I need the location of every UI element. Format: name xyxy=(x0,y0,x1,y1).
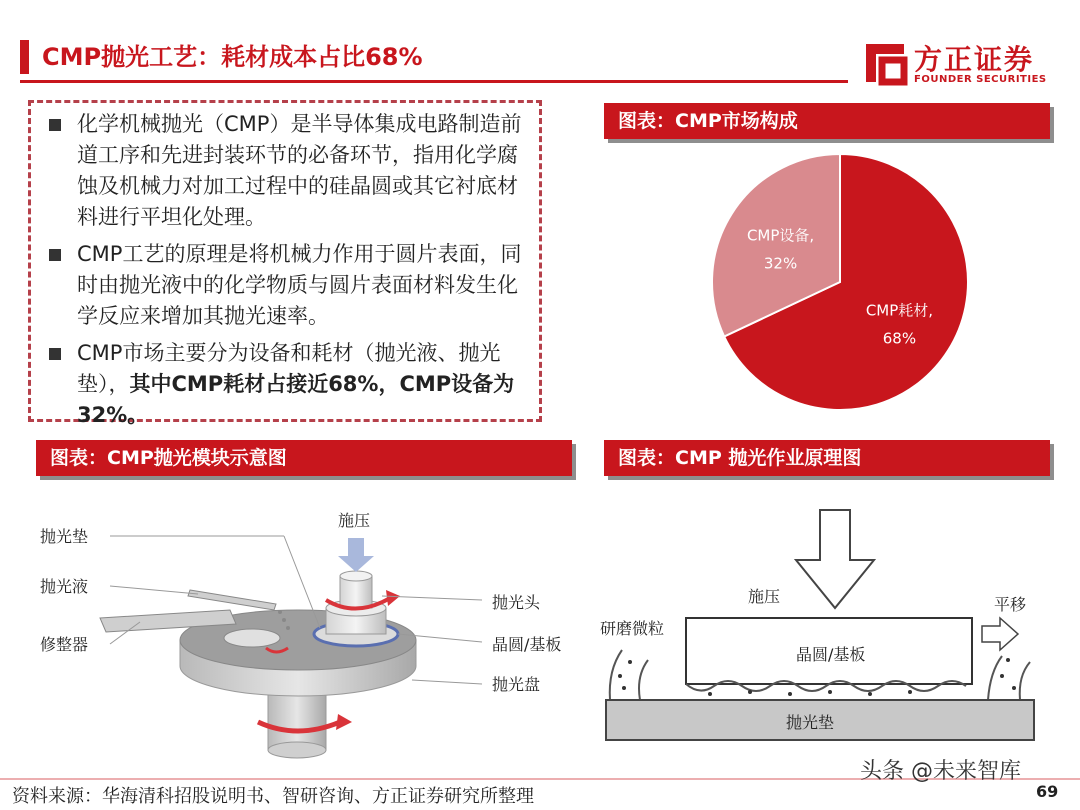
bullet-text: CMP市场主要分为设备和耗材（抛光液、抛光垫）， xyxy=(77,341,501,396)
watermark-text: 头条 @未来智库 xyxy=(860,759,1021,784)
principle-diagram-header: 图表：CMP 抛光作业原理图 xyxy=(604,440,1050,476)
label-wafer-substrate: 晶圆/基板 xyxy=(796,645,866,664)
label-pressure: 施压 xyxy=(748,587,781,606)
slurry-nozzle xyxy=(188,590,276,610)
page-title: CMP抛光工艺：耗材成本占比68% xyxy=(42,43,423,71)
slurry-drop xyxy=(282,618,286,622)
slurry-drop xyxy=(278,610,282,614)
pie-label-equipment-name: CMP设备, xyxy=(746,226,815,245)
leader-line xyxy=(110,586,198,594)
label-conditioner: 修整器 xyxy=(40,635,89,654)
conditioner-disk xyxy=(224,629,280,647)
head-rotation-arrowhead-icon xyxy=(386,590,400,606)
market-chart-header: 图表：CMP市场构成 xyxy=(604,103,1050,139)
label-pressure: 施压 xyxy=(338,511,371,530)
title-accent-bar xyxy=(20,40,29,74)
label-abrasive-particles: 研磨微粒 xyxy=(600,619,665,638)
title-underline xyxy=(20,80,848,83)
market-pie-chart xyxy=(700,150,980,418)
translate-right-arrow-icon xyxy=(982,618,1018,650)
label-polishing-pad: 抛光垫 xyxy=(40,527,89,546)
bullet-item xyxy=(43,109,529,233)
bullet-square-icon xyxy=(49,249,61,261)
bullet-square-icon xyxy=(49,119,61,131)
pressure-arrow-icon xyxy=(348,538,364,556)
bullet-text: 化学机械抛光（CMP）是半导体集成电路制造前道工序和先进封装环节的必备环节，指用化学腐蚀及机械力对加工过程中的硅晶圆或其它衬底材料进行平坦化处理。 xyxy=(77,112,522,229)
page-number: 69 xyxy=(1036,782,1059,801)
founder-logo-icon xyxy=(862,40,908,86)
source-note: 资料来源：华海清科招股说明书、智研咨询、方正证券研究所整理 xyxy=(12,786,534,807)
label-wafer-substrate: 晶圆/基板 xyxy=(492,635,562,654)
bullet-item xyxy=(43,338,529,431)
logo-text-cn: 方正证券 xyxy=(914,43,1035,76)
platen-rotation-arrowhead-icon xyxy=(336,714,352,730)
pie-label-equipment-pct: 32% xyxy=(763,254,798,273)
label-polishing-pad: 抛光垫 xyxy=(786,713,835,732)
leader-line xyxy=(412,680,482,684)
pie-label-consumables-name: CMP耗材, xyxy=(865,301,934,320)
pressure-down-arrow-icon xyxy=(796,510,874,608)
logo-text-en: FOUNDER SECURITIES xyxy=(914,74,1047,85)
label-translate: 平移 xyxy=(994,595,1027,614)
shaft-base xyxy=(268,742,326,758)
head-shaft-top xyxy=(340,571,372,581)
pie-label-consumables-pct: 68% xyxy=(882,329,917,348)
label-slurry: 抛光液 xyxy=(40,577,89,596)
founder-logo xyxy=(862,40,1062,90)
bullet-square-icon xyxy=(49,348,61,360)
cmp-module-diagram xyxy=(30,500,590,780)
bullet-text: CMP工艺的原理是将机械力作用于圆片表面，同时由抛光液中的化学物质与圆片表面材料发生化学反应来增加其抛光速率。 xyxy=(77,242,522,328)
bullet-text-bold: 其中CMP耗材占接近68%，CMP设备为32%。 xyxy=(77,372,515,427)
bullet-item xyxy=(43,239,529,332)
summary-bullets xyxy=(28,100,542,427)
label-platen: 抛光盘 xyxy=(492,675,541,694)
module-diagram-header: 图表：CMP抛光模块示意图 xyxy=(36,440,572,476)
label-polishing-head: 抛光头 xyxy=(492,593,541,612)
cmp-principle-diagram xyxy=(590,500,1050,750)
slurry-drop xyxy=(286,626,290,630)
pressure-arrowhead-icon xyxy=(338,556,374,572)
